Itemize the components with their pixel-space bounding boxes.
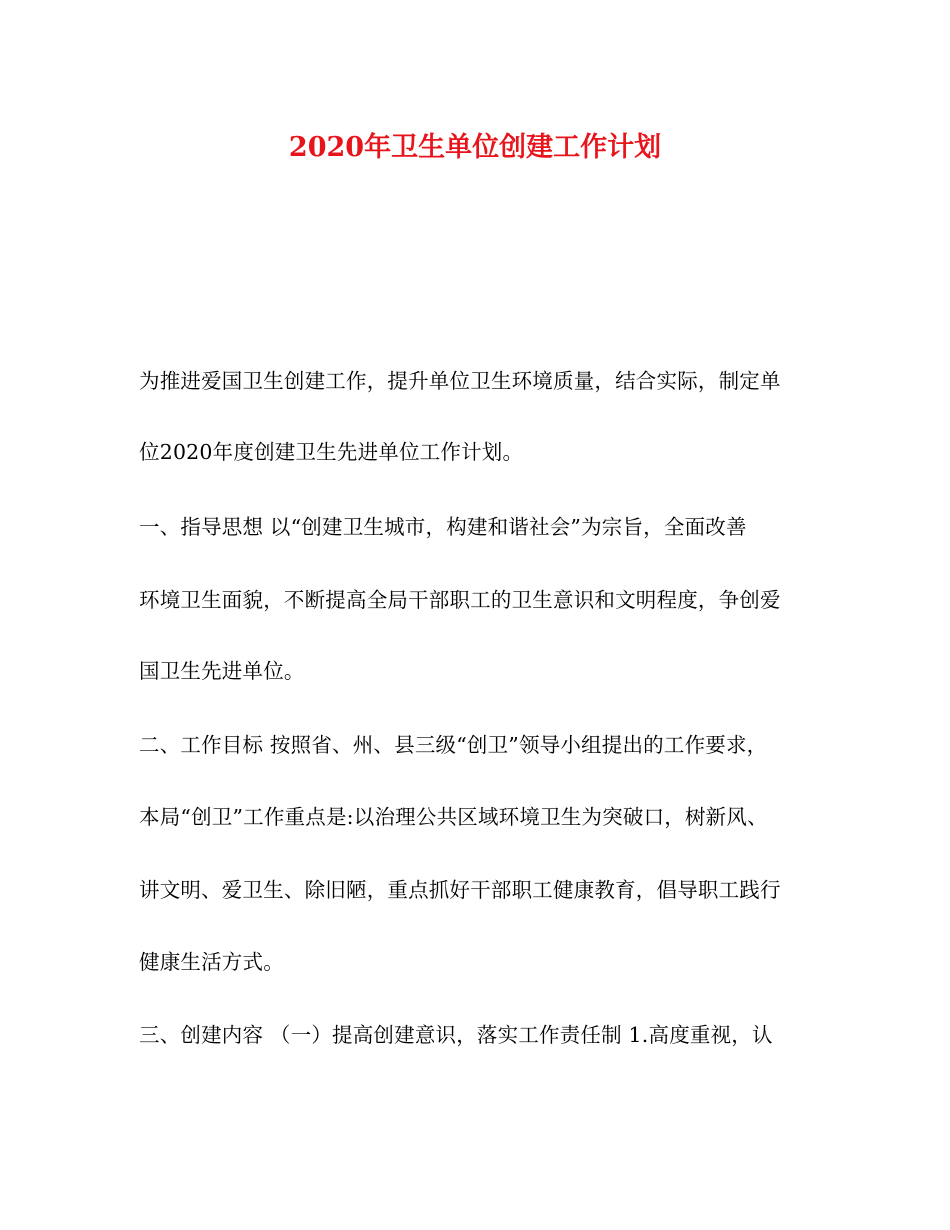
paragraph-line-7: 本局“创卫”工作重点是:以治理公共区域环境卫生为突破口，树新风、 (139, 805, 768, 829)
paragraph-line-2: 位2020年度创建卫生先进单位工作计划。 (139, 440, 524, 464)
paragraph-line-10: 三、创建内容 （一）提高创建意识，落实工作责任制 1.高度重视，认 (139, 1023, 773, 1047)
paragraph-line-8: 讲文明、爱卫生、除旧陋，重点抓好干部职工健康教育，倡导职工践行 (139, 878, 781, 902)
paragraph-line-9: 健康生活方式。 (139, 950, 284, 974)
paragraph-line-4: 环境卫生面貌，不断提高全局干部职工的卫生意识和文明程度，争创爱 (139, 588, 781, 612)
document-title: 2020年卫生单位创建工作计划 (288, 132, 662, 163)
paragraph-line-6: 二、工作目标 按照省、州、县三级“创卫”领导小组提出的工作要求， (139, 733, 768, 757)
paragraph-line-3: 一、指导思想 以“创建卫生城市，构建和谐社会”为宗旨，全面改善 (139, 515, 747, 539)
paragraph-line-5: 国卫生先进单位。 (139, 659, 305, 683)
paragraph-line-1: 为推进爱国卫生创建工作，提升单位卫生环境质量，结合实际，制定单 (139, 369, 781, 393)
